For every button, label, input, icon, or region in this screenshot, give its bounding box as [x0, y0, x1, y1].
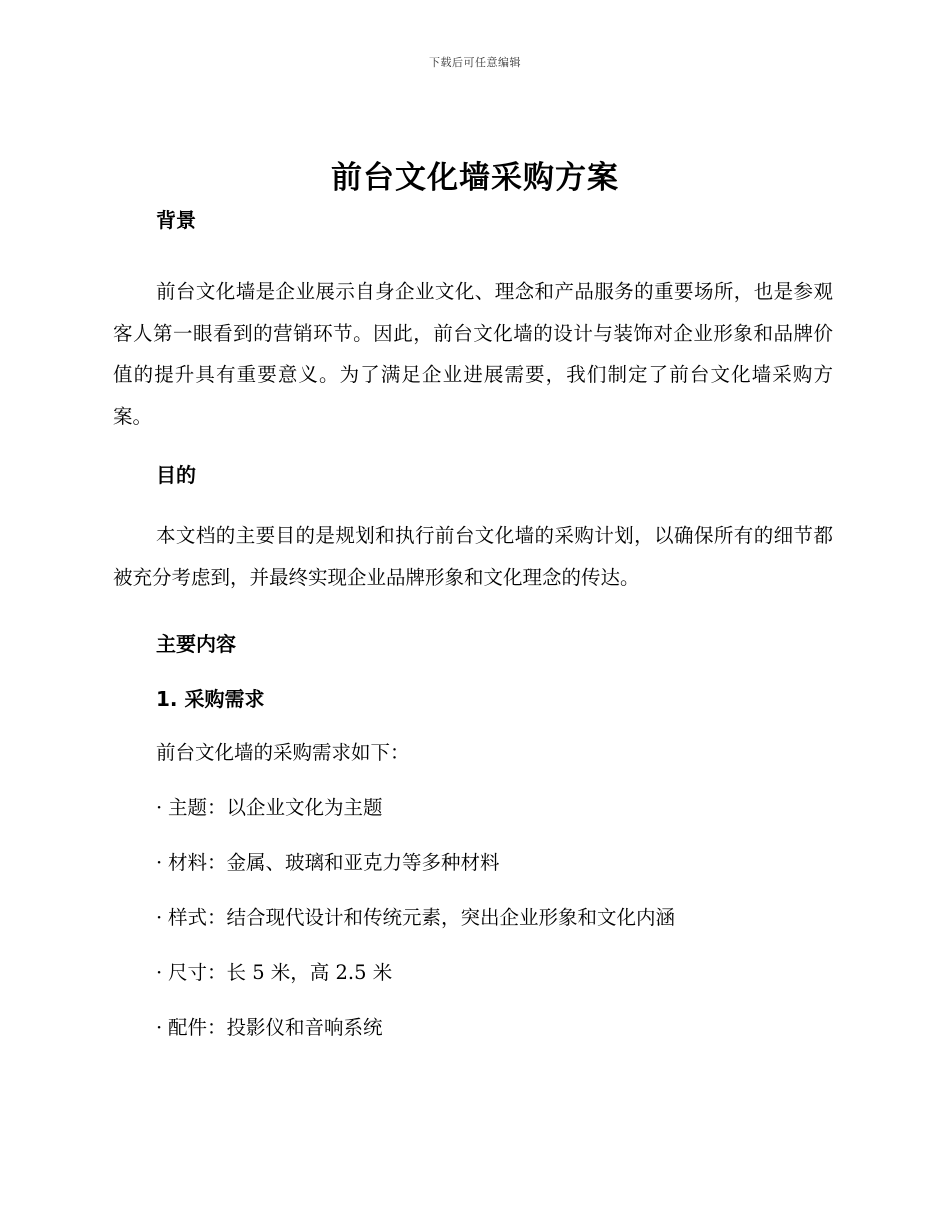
requirements-list — [113, 791, 833, 1045]
section-heading-main-content: 主要内容 — [156, 632, 236, 656]
list-item-text: 材料：金属、玻璃和亚克力等多种材料 — [168, 851, 500, 874]
list-item — [113, 956, 833, 990]
background-paragraph: 前台文化墙是企业展示自身企业文化、理念和产品服务的重要场所，也是参观客人第一眼看到的营销环节。因此，前台文化墙的设计与装饰对企业形象和品牌价值的提升具有重要意义。为了满足企业进展需要，我们制定了前台文化墙采购方案。 — [113, 280, 833, 428]
requirements-intro: 前台文化墙的采购需求如下： — [156, 741, 410, 764]
list-item-text: 配件：投影仪和音响系统 — [168, 1016, 383, 1039]
subheading-procurement-requirements: 1. 采购需求 — [156, 687, 265, 711]
bullet-icon: · — [156, 1016, 163, 1039]
bullet-icon: · — [156, 796, 163, 819]
document-title: 前台文化墙采购方案 — [331, 160, 619, 196]
list-item — [113, 791, 833, 825]
document-body — [113, 203, 833, 1066]
list-item — [113, 846, 833, 880]
list-item-text: 主题：以企业文化为主题 — [168, 796, 383, 819]
bullet-icon: · — [156, 906, 163, 929]
header-note: 下载后可任意编辑 — [429, 56, 521, 69]
bullet-icon: · — [156, 851, 163, 874]
section-heading-purpose: 目的 — [156, 463, 196, 487]
list-item-text: 尺寸：长 5 米，高 2.5 米 — [168, 961, 393, 984]
list-item — [113, 1011, 833, 1045]
bullet-icon: · — [156, 961, 163, 984]
section-heading-background: 背景 — [156, 208, 196, 232]
purpose-paragraph: 本文档的主要目的是规划和执行前台文化墙的采购计划，以确保所有的细节都被充分考虑到，并最终实现企业品牌形象和文化理念的传达。 — [113, 524, 833, 589]
list-item-text: 样式：结合现代设计和传统元素，突出企业形象和文化内涵 — [168, 906, 676, 929]
list-item — [113, 901, 833, 935]
